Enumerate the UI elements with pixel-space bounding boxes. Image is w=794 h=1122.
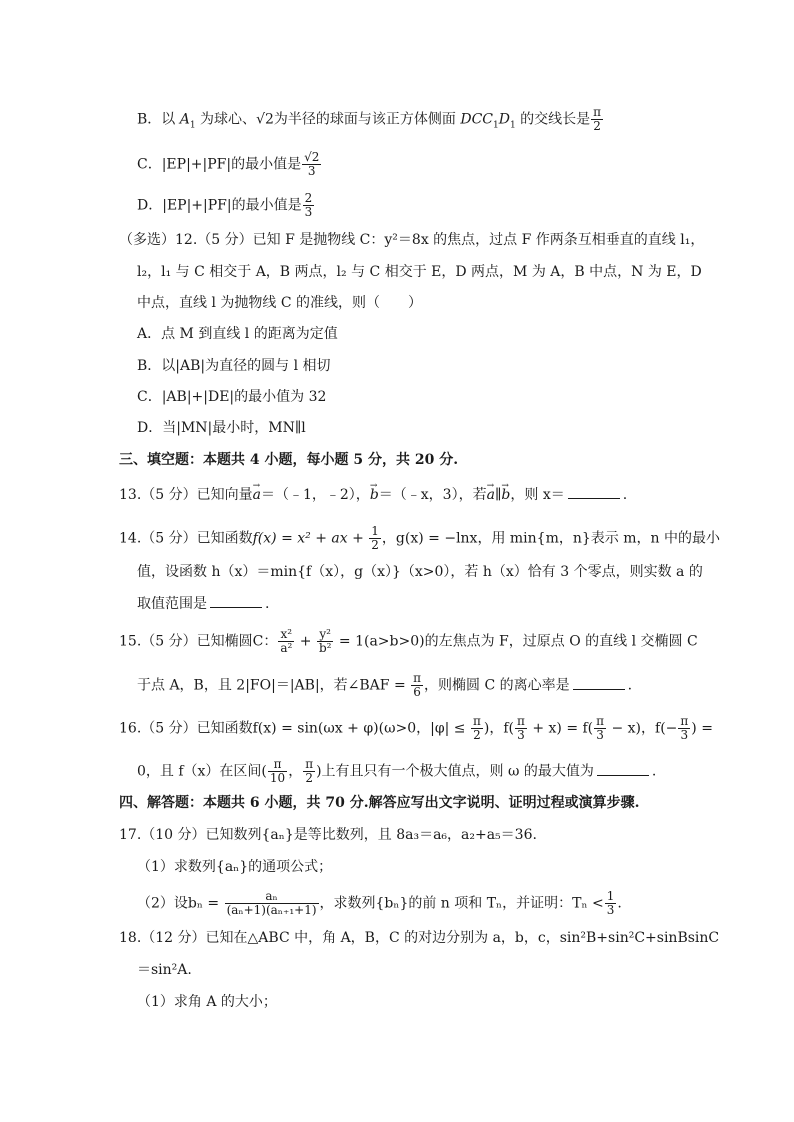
q14-line3: 取值范围是 .: [137, 596, 270, 612]
fraction: $\frac{1}{2}$: [371, 524, 379, 552]
answer-blank: [573, 677, 625, 690]
q17-part2: （2）设bₙ = $\frac{\text{aₙ}}{\text{(aₙ+1)(aₙ₊₁+1)}}$ ，求数列{bₙ}的前 n 项和 Tₙ，并证明：Tₙ < $\frac{1}{3}$ .: [137, 889, 622, 917]
q18-stem-line1: 18.（12 分）已知在△ABC 中，角 A，B，C 的对边分别为 a，b，c，sin²B+sin²C+sinBsinC: [119, 930, 720, 946]
q18-part1: （1）求角 A 的大小；: [137, 994, 277, 1010]
fraction: $\frac{\pi}{6}$: [413, 671, 422, 699]
q11-option-c: C．|EP|+|PF|的最小值是 $\frac{√2}{3}$: [137, 150, 320, 178]
q12-stem-line2: l₂，l₁ 与 C 相交于 A，B 两点，l₂ 与 C 相交于 E，D 两点，M 为 A，B 中点，N 为 E，D: [137, 264, 702, 280]
fraction: $\frac{\pi}{3}$: [516, 714, 525, 742]
fraction: $\frac{\text{x²}}{\text{a²}}$: [280, 627, 293, 655]
q17-part1: （1）求数列{aₙ}的通项公式；: [137, 859, 333, 875]
answer-blank: [568, 486, 620, 499]
q13: 13.（5 分）已知向量→ a＝（﹣1，﹣2），→ b＝（﹣x，3），若→ a∥→ b，则 x＝ .: [119, 485, 627, 505]
answer-blank: [210, 595, 262, 608]
fraction: $\frac{\pi}{3}$: [680, 714, 689, 742]
q12-stem-line1: （多选）12.（5 分）已知 F 是抛物线 C：y²＝8x 的焦点，过点 F 作两条互相垂直的直线 l₁，: [119, 232, 705, 248]
q17-stem: 17.（10 分）已知数列{aₙ}是等比数列，且 8a₃＝a₆，a₂+a₅＝36.: [119, 827, 537, 843]
q15-line2: 于点 A，B，且 2|FO|＝|AB|，若∠BAF = $\frac{\pi}{6}$ ，则椭圆 C 的离心率是 .: [137, 671, 633, 699]
fraction: $\frac{\pi}{2}$: [472, 714, 481, 742]
q12-option-d: D．当|MN|最小时，MN∥l: [137, 420, 306, 436]
q12-stem-line3: 中点，直线 l 为抛物线 C 的准线，则（ ）: [137, 295, 422, 311]
section-3-heading: 三、填空题：本题共 4 小题，每小题 5 分，共 20 分.: [119, 452, 459, 468]
fraction: $\frac{\pi}{10}$: [269, 757, 286, 785]
q16-line1: 16.（5 分）已知函数f(x) = sin(ωx + φ)(ω>0，|φ| ≤ $\frac{\pi}{2}$ )，f( $\frac{\pi}{3}$ + x) = f( $\frac{\pi}{3}$ − x)，f(− $\frac{\pi}{3}$ ) =: [119, 714, 713, 742]
fraction: $\frac{\pi}{2}$: [305, 757, 314, 785]
q12-option-a: A．点 M 到直线 l 的距离为定值: [137, 326, 338, 342]
fraction: $\frac{\pi}{3}$: [596, 714, 605, 742]
fraction: $\frac{√2}{3}$: [304, 150, 320, 178]
q15-line1: 15.（5 分）已知椭圆C： $\frac{\text{x²}}{\text{a²}}$ + $\frac{\text{y²}}{\text{b²}}$ = 1(a>b>0)的左焦点为 F，过原点 O 的直线 l 交椭圆 C: [119, 627, 698, 655]
answer-blank: [597, 763, 649, 776]
fraction: $\frac{\text{aₙ}}{\text{(aₙ+1)(aₙ₊₁+1)}}$: [226, 889, 317, 917]
fraction: $\frac{2}{3}$: [304, 191, 313, 219]
fraction: $\frac{1}{3}$: [606, 889, 615, 917]
section-4-heading: 四、解答题：本题共 6 小题，共 70 分.解答应写出文字说明、证明过程或演算步骤.: [119, 795, 640, 811]
q12-option-c: C．|AB|+|DE|的最小值为 32: [137, 389, 327, 405]
q11-option-b: B．以 $A_1$ 为球心、√2为半径的球面与该正方体侧面 $DCC_1D_1$ 的交线长是 $\frac{\pi}{2}$: [137, 105, 602, 133]
q18-stem-line2: ＝sin²A.: [137, 962, 192, 978]
fraction: $\frac{\pi}{2}$: [593, 105, 602, 133]
q11-option-d: D．|EP|+|PF|的最小值是 $\frac{2}{3}$: [137, 191, 313, 219]
q16-line2: 0，且 f（x）在区间( $\frac{\pi}{10}$ ， $\frac{\pi}{2}$ )上有且只有一个极大值点，则 ω 的最大值为 .: [137, 757, 657, 785]
fraction: $\frac{\text{y²}}{\text{b²}}$: [318, 627, 332, 655]
q12-option-b: B．以|AB|为直径的圆与 l 相切: [137, 358, 331, 374]
q14-line2: 值，设函数 h（x）＝min{f（x），g（x）}（x>0），若 h（x）恰有 3 个零点，则实数 a 的: [137, 564, 703, 580]
q14-line1: 14.（5 分）已知函数f(x) = x² + ax + $\frac{1}{2}$ ，g(x) = −lnx，用 min{m，n}表示 m，n 中的最小: [119, 524, 720, 552]
